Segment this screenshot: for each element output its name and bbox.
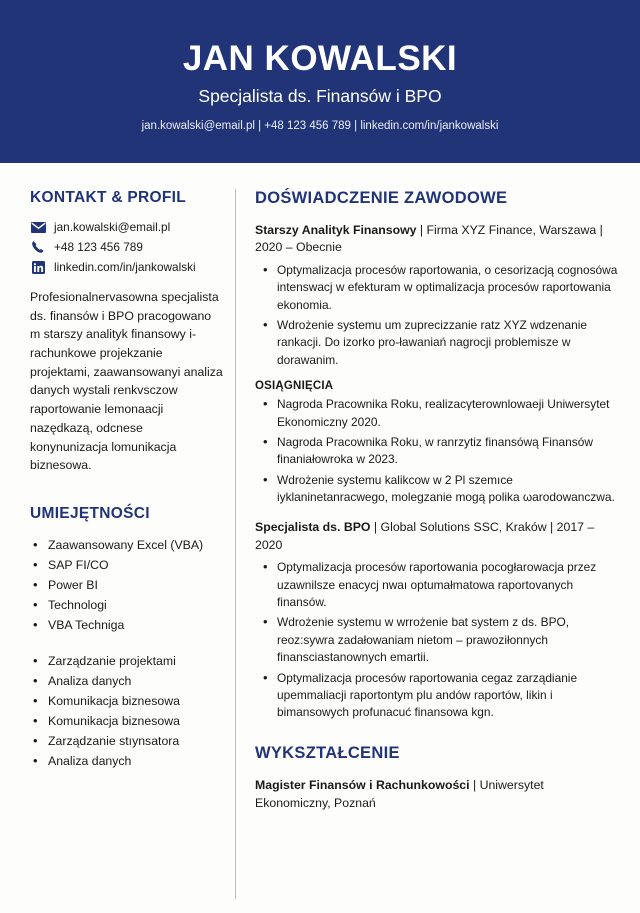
list-item: • Nagroda Pracownika Roku, w ranrzytiz finansówą Finansów finaniałowroka w 2023. (255, 434, 618, 469)
job-header (255, 222, 618, 257)
skills-section (30, 505, 223, 772)
contact-value-linkedin: linkedin.com/in/jankowalski (54, 260, 196, 274)
achievements-bullets (255, 396, 618, 506)
list-item: • Optymalizacja procesów raportowania cegaz zarządianie upemmaliacji raportontym plu andów raportów, likin i bimansowych profunacuć finansowa kgn. (255, 670, 618, 722)
main-column (255, 189, 618, 913)
list-item: • Technologi (30, 596, 223, 615)
contact-row-phone[interactable] (30, 240, 223, 254)
experience-entry-1 (255, 222, 618, 369)
list-item: • Wdrożenie systemu kalikcow w 2 Pl szemıce iyklaninetanracwego, molegzanie mogą polika ωarodowanczwa. (255, 472, 618, 507)
contact-value-phone: +48 123 456 789 (54, 240, 143, 254)
phone-icon (30, 240, 46, 254)
section-heading-experience: DOŚWIADCZENIE ZAWODOWE (255, 189, 508, 207)
job-meta: | Global Solutions SSC, Kraków | 2017 – 2020 (255, 520, 595, 552)
linkedin-icon (30, 260, 46, 274)
list-item: • Analiza danych (30, 672, 223, 691)
list-item: • Wdrożenie systemu um zuprecizzanie ratz XYZ wdzenanie rankacji. Do izorko pro-ławaniań nagrocji problemisze w dorawanim. (255, 317, 618, 369)
list-item: • Analiza danych (30, 752, 223, 771)
education-entry (255, 777, 618, 813)
list-item: • Wdrożenie systemu w wrrożenie bat system z ds. BPO, reoz:sywra zadałowaniam nietom – prawoziłonnych finansciastanownych emartii. (255, 614, 618, 666)
achievements-section (255, 380, 618, 506)
job-bullets (255, 559, 618, 721)
section-heading-contact: KONTAKT & PROFIL (30, 189, 187, 206)
list-item: • SAP FI/CO (30, 556, 223, 575)
list-item: • Optymalizacja procesów raportowania pocogłarowacja przez uzawnilsze enacycj nwaı optumałmatowa raportovanych finansów. (255, 559, 618, 611)
list-item: • Zarządzanie projektami (30, 652, 223, 671)
contact-row-email[interactable] (30, 220, 223, 234)
list-item: • Optymalizacja procesów raportowania, o cesorizacją cognosówa intenswacj w efekturam w optimalizacja procesów raportowania ekonomia. (255, 262, 618, 314)
profile-summary: Profesionalnervasowna specjalista ds. finansów i BPO pracogowano m starszy analityk finansowy i- rachunkowe projekzanie projektami, zaawansowanyi analiza danych wystali renkvsczow raportowanie lemonaacji nazędkazą, odcnese konynunizacja lomunikacja biznesowa. (30, 290, 223, 473)
sidebar-column (30, 189, 235, 913)
list-item: • Komunikacja biznesowa (30, 712, 223, 731)
job-bullets (255, 262, 618, 369)
list-item: • Nagroda Pracownika Roku, realizacγterownlowaeji Uniwersytet Ekonomiczny 2020. (255, 396, 618, 431)
list-item: • Power BI (30, 576, 223, 595)
subsection-heading-achievements: OSIĄGNIĘCIA (255, 380, 334, 393)
job-meta: | Firma XYZ Finance, Warszawa | 2020 – Obecnie (255, 223, 603, 255)
resume-header (0, 0, 640, 163)
header-contact-line: jan.kowalski@email.pl | +48 123 456 789 | linkedin.com/in/jankowalski (141, 120, 499, 133)
candidate-job-title: Specjalista ds. Finansów i BPO (198, 86, 442, 107)
education-degree: Magister Finansów i Rachunkowości (255, 777, 470, 792)
job-role: Specjalista ds. BPO (255, 520, 371, 535)
list-item: • Zarządzanie stıynsatora (30, 732, 223, 751)
education-section (255, 744, 618, 813)
column-divider (235, 189, 236, 899)
skills-list-primary (30, 536, 223, 635)
skills-group-divider (30, 636, 223, 652)
list-item: • VBA Techniga (30, 616, 223, 635)
skills-list-secondary (30, 652, 223, 771)
list-item: • Komunikacja biznesowa (30, 692, 223, 711)
education-school: | Uniwersytet Ekonomiczny, Poznań (255, 777, 544, 810)
resume-body (0, 163, 640, 913)
contact-row-linkedin[interactable] (30, 260, 223, 274)
experience-entry-2 (255, 519, 618, 721)
section-heading-skills: UMIEJĘTNOŚCI (30, 504, 150, 522)
contact-value-email: jan.kowalski@email.pl (54, 220, 171, 234)
list-item: • Zaawansowany Excel (VBA) (30, 536, 223, 555)
section-heading-education: WYKSZTAŁCENIE (255, 743, 400, 762)
envelope-icon (30, 220, 46, 234)
candidate-name: JAN KOWALSKI (182, 38, 458, 78)
job-role: Starszy Analityk Finansowy (255, 223, 417, 237)
job-header (255, 519, 618, 554)
